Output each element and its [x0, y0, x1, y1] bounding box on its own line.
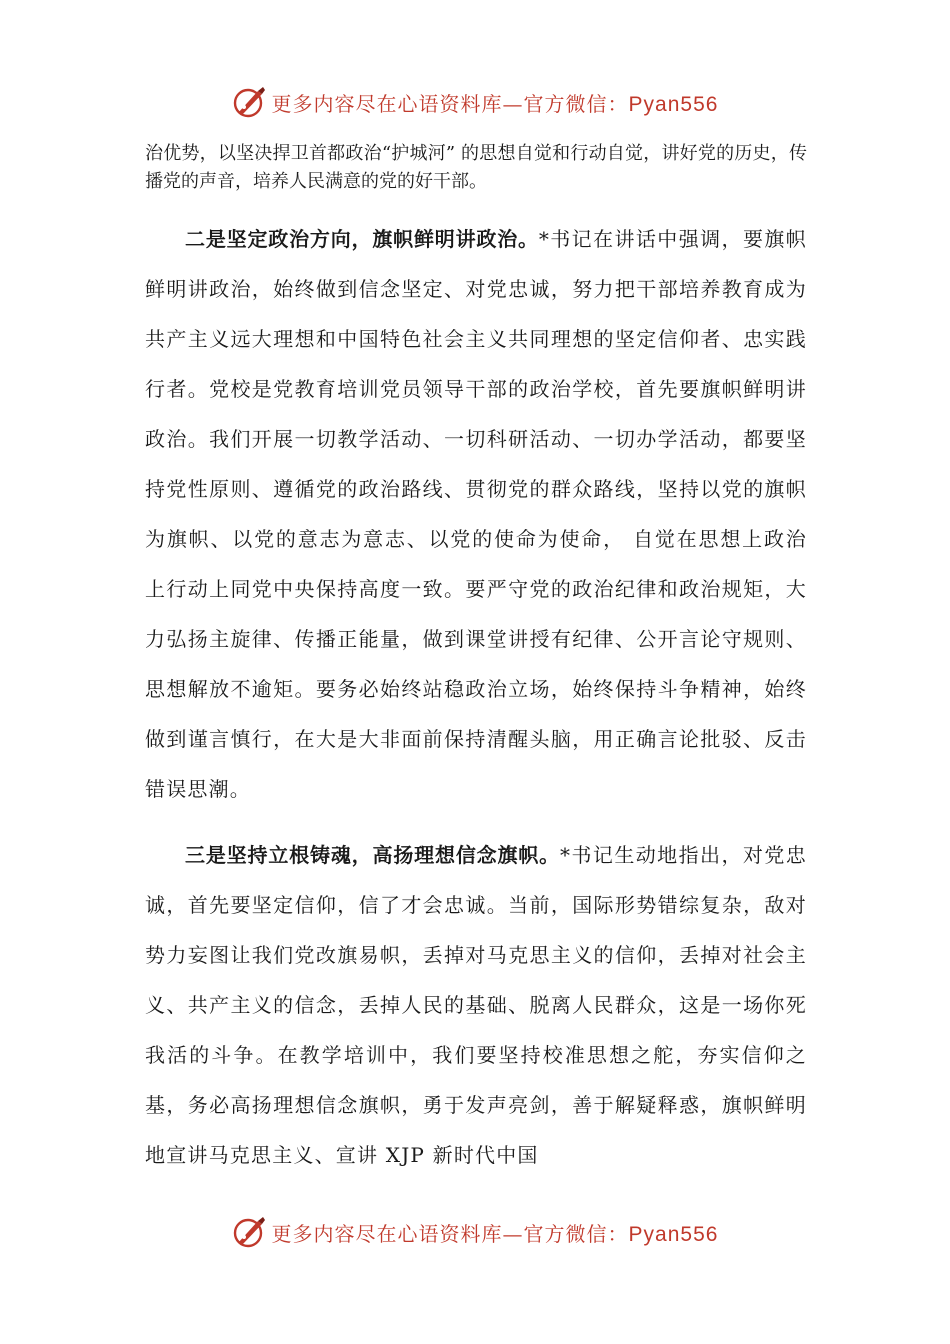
paragraph-2-body: *书记在讲话中强调，要旗帜鲜明讲政治，始终做到信念坚定、对党忠诚，努力把干部培养教育成为共产主义远大理想和中国特色社会主义共同理想的坚定信仰者、忠实践行者。党校是党教育培训党员领导干部的政治学校，首先要旗帜鲜明讲政治。我们开展一切教学活动、一切科研活动、一切办学活动，都要坚持党性原则、遵循党的政治路线、贯彻党的群众路线，坚持以党的旗帜为旗帜、以党的意志为意志、以党的使命为使命， 自觉在思想上政治上行动上同党中央保持高度一致。要严守党的政治纪律和政治规矩，大力弘扬主旋律、传播正能量，做到课堂讲授有纪律、公开言论守规则、思想解放不逾矩。要务必始终站稳政治立场，始终保持斗争精神，始终做到谨言慎行，在大是大非面前保持清醒头脑，用正确言论批驳、反击错误思潮。	[145, 227, 807, 801]
paragraph-2-heading: 二是坚定政治方向，旗帜鲜明讲政治。	[185, 227, 539, 251]
document-body	[145, 140, 807, 1180]
paragraph-intro: 治优势，以坚决捍卫首都政治“护城河” 的思想自觉和行动自觉，讲好党的历史，传播党的声音，培养人民满意的党的好干部。	[145, 143, 807, 192]
paragraph-3-body: *书记生动地指出，对党忠诚，首先要坚定信仰，信了才会忠诚。当前，国际形势错综复杂，敌对势力妄图让我们党改旗易帜，丢掉对马克思主义的信仰，丢掉对社会主义、共产主义的信念，丢掉人民的基础、脱离人民群众，这是一场你死我活的斗争。在教学培训中，我们要坚持校准思想之舵，夯实信仰之基，务必高扬理想信念旗帜，勇于发声亮剑，善于解疑释惑，旗帜鲜明地宣讲马克思主义、宣讲 XJP 新时代中国	[145, 843, 807, 1167]
wechat-id: Pyan556	[628, 92, 719, 116]
paragraph-3-heading: 三是坚持立根铸魂，高扬理想信念旗帜。	[185, 843, 561, 867]
watermark-text: 更多内容尽在心语资料库—官方微信：Pyan556	[271, 1221, 719, 1246]
paragraph-3	[145, 830, 807, 1180]
paragraph-2	[145, 214, 807, 814]
wechat-id: Pyan556	[628, 1222, 719, 1246]
watermark-text: 更多内容尽在心语资料库—官方微信：Pyan556	[271, 91, 719, 116]
header-watermark	[0, 80, 950, 124]
footer-watermark	[0, 1210, 950, 1254]
pen-logo-icon	[232, 1215, 266, 1249]
pen-logo-icon	[232, 85, 266, 119]
